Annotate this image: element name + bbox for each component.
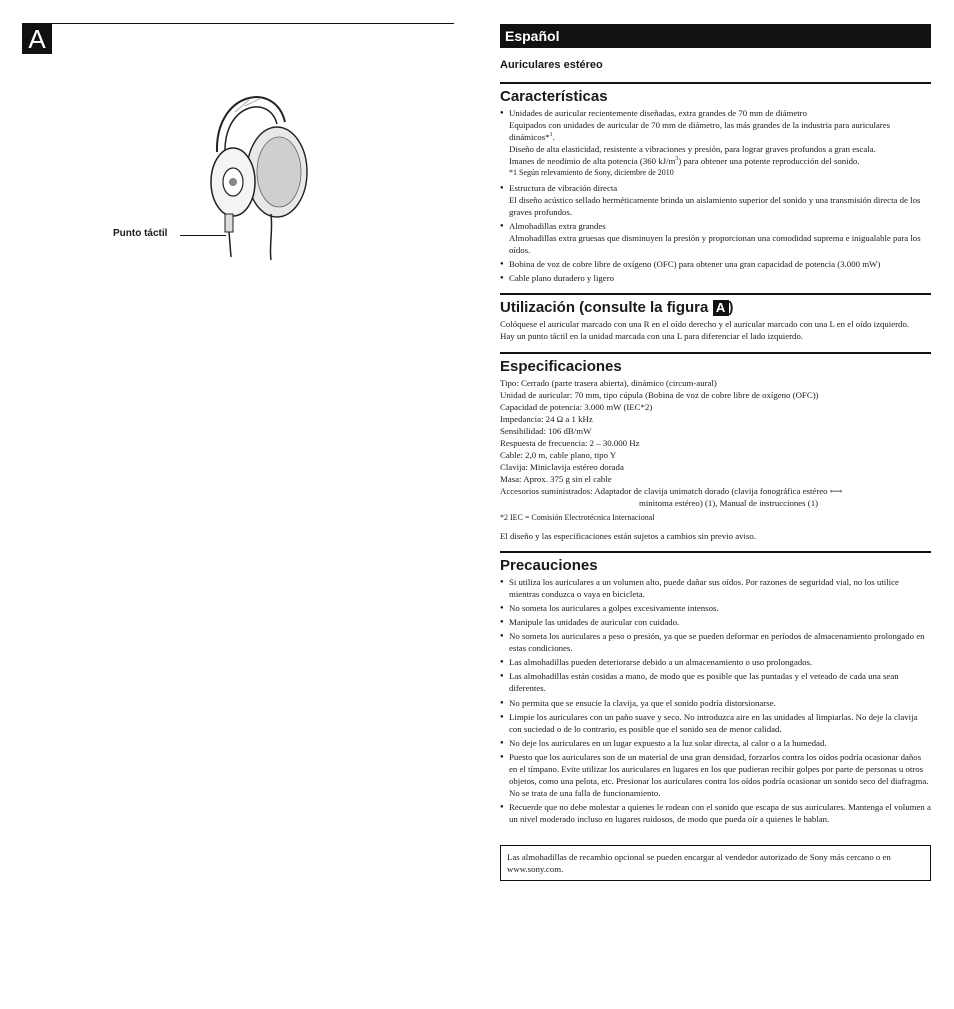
list-item: ● Limpie los auriculares con un paño suave y seco. No introduzca aire en las unidades al limpiarlas. No deje la clavija con suciedad o de lo contrario, es posible que el sonido sea de menor calidad. xyxy=(500,711,931,735)
spec-line: Accesorios suministrados: Adaptador de clavija unimatch dorado (clavija fonográfica estéreo ⟷ xyxy=(500,486,843,497)
specs-title: Especificaciones xyxy=(500,357,622,375)
specs-list xyxy=(500,377,931,542)
features-list xyxy=(500,107,931,284)
language-header: Español xyxy=(500,24,931,48)
list-item: ● Unidades de auricular recientemente diseñadas, extra grandes de 70 mm de diámetro Equipados con unidades de auricular de 70 mm de diámetro, las más grandes de la industria para auriculares dinámicos*$^1$. Diseño de alta elasticidad, resistente a vibraciones y presión, para lograr graves profundos a gran escala. Imanes de neodimio de alta potencia (360 $kJ/m^3$) para obtener una potente reproducción del sonido. *1 Según relevamiento de Sony, diciembre de 2010 xyxy=(500,107,931,180)
figure-reference-badge: A xyxy=(713,300,729,316)
precautions-section xyxy=(500,551,931,826)
list-item: ● No someta los auriculares a peso o presión, ya que se pueden deformar en períodos de almacenamiento prolongado en estas condiciones. xyxy=(500,630,931,654)
list-item: ● Las almohadillas pueden deteriorarse debido a un almacenamiento o uso prolongados. xyxy=(500,656,931,668)
list-item: ● No someta los auriculares a golpes excesivamente intensos. xyxy=(500,602,931,614)
precautions-list xyxy=(500,576,931,826)
list-item: ● Si utiliza los auriculares a un volumen alto, puede dañar sus oídos. Por razones de seguridad vial, no los utilice mientras conduzca o vaya en bicicleta. xyxy=(500,576,931,600)
features-footnote: *1 Según relevamiento de Sony, diciembre de 2010 xyxy=(509,168,674,178)
spec-line: Masa: Aprox. 375 g sin el cable xyxy=(500,474,612,485)
list-item: ● Las almohadillas están cosidas a mano, de modo que es posible que las puntadas y el veteado de cada una sean diferentes. xyxy=(500,670,931,694)
spec-line: minitoma estéreo) (1), Manual de instrucciones (1) xyxy=(639,498,819,509)
list-item: ● No permita que se ensucie la clavija, ya que el sonido podría distorsionarse. xyxy=(500,697,931,709)
list-item: ● Almohadillas extra grandes Almohadillas extra gruesas que disminuyen la presión y proporcionan una comodidad suprema e inigualable para los oídos. xyxy=(500,220,931,256)
usage-section xyxy=(500,293,931,342)
spec-line: Cable: 2,0 m, cable plano, tipo Y xyxy=(500,450,617,461)
spec-line: Capacidad de potencia: 3.000 mW (IEC*2) xyxy=(500,401,653,412)
list-item: ● Puesto que los auriculares son de un material de una gran densidad, forzarlos contra los oídos podría ocasionar daños en el tímpano. Evite utilizar los auriculares en lugares en los que pudieran recibir golpes por parte de personas u otros objetos, como una pelota, etc. Presionar los auriculares contra los oídos podría ocasionar un sonido seco del diafragma. No se trata de una falla de funcionamiento. xyxy=(500,751,931,799)
list-item: ● No deje los auriculares en un lugar expuesto a la luz solar directa, al calor o a la humedad. xyxy=(500,737,931,749)
list-item: ● Bobina de voz de cobre libre de oxígeno (OFC) para obtener una gran capacidad de potencia (3.000 mW) xyxy=(500,258,931,270)
list-item: ● Manipule las unidades de auricular con cuidado. xyxy=(500,616,931,628)
spec-line: Tipo: Cerrado (parte trasera abierta), dinámico (circum-aural) xyxy=(500,377,717,388)
spec-line: Impedancia: 24 Ω a 1 kHz xyxy=(500,413,593,424)
figure-badge: A xyxy=(22,24,52,54)
spec-line: Unidad de auricular: 70 mm, tipo cúpula (Bobina de voz de cobre libre de oxígeno (OFC)) xyxy=(500,389,819,400)
list-item: ● Estructura de vibración directa El diseño acústico sellado herméticamente brinda un aislamiento superior del sonido y una transmisión directa de los graves profundos. xyxy=(500,182,931,218)
precautions-title: Precauciones xyxy=(500,556,598,574)
spec-line: Clavija: Miniclavija estéreo dorada xyxy=(500,462,624,473)
usage-text: Hay un punto táctil en la unidad marcada con una L para diferenciar el lado izquierdo. xyxy=(500,331,804,342)
list-item: ● Recuerde que no debe molestar a quienes le rodean con el sonido que escapa de sus auriculares. Mantenga el volumen a un nivel moderado incluso en lugares ruidosos, de modo que pueda oír a quienes le hablan. xyxy=(500,801,931,825)
specs-section xyxy=(500,352,931,542)
list-item: ● Cable plano duradero y ligero xyxy=(500,272,931,284)
specs-note: El diseño y las especificaciones están sujetos a cambios sin previo aviso. xyxy=(500,530,757,541)
features-title: Características xyxy=(500,88,608,105)
usage-title: Utilización (consulte la figura A ) xyxy=(500,299,734,317)
touch-point-label: Punto táctil xyxy=(113,228,168,239)
product-title: Auriculares estéreo xyxy=(500,59,603,71)
spec-line: Respuesta de frecuencia: 2 – 30.000 Hz xyxy=(500,437,640,448)
replacement-pads-notice: Las almohadillas de recambio opcional se pueden encargar al vendedor autorizado de Sony más cercano o en www.sony.com. xyxy=(500,845,931,881)
touch-point-leader-line xyxy=(180,235,226,236)
figure-rule xyxy=(22,23,454,24)
usage-text: Colóquese el auricular marcado con una R en el oído derecho y el auricular marcado con una L en el oído izquierdo. xyxy=(500,319,910,330)
specs-footnote: *2 IEC = Comisión Electrotécnica Internacional xyxy=(500,512,655,522)
features-section xyxy=(500,82,931,284)
spec-line: Sensibilidad: 106 dB/mW xyxy=(500,425,592,436)
